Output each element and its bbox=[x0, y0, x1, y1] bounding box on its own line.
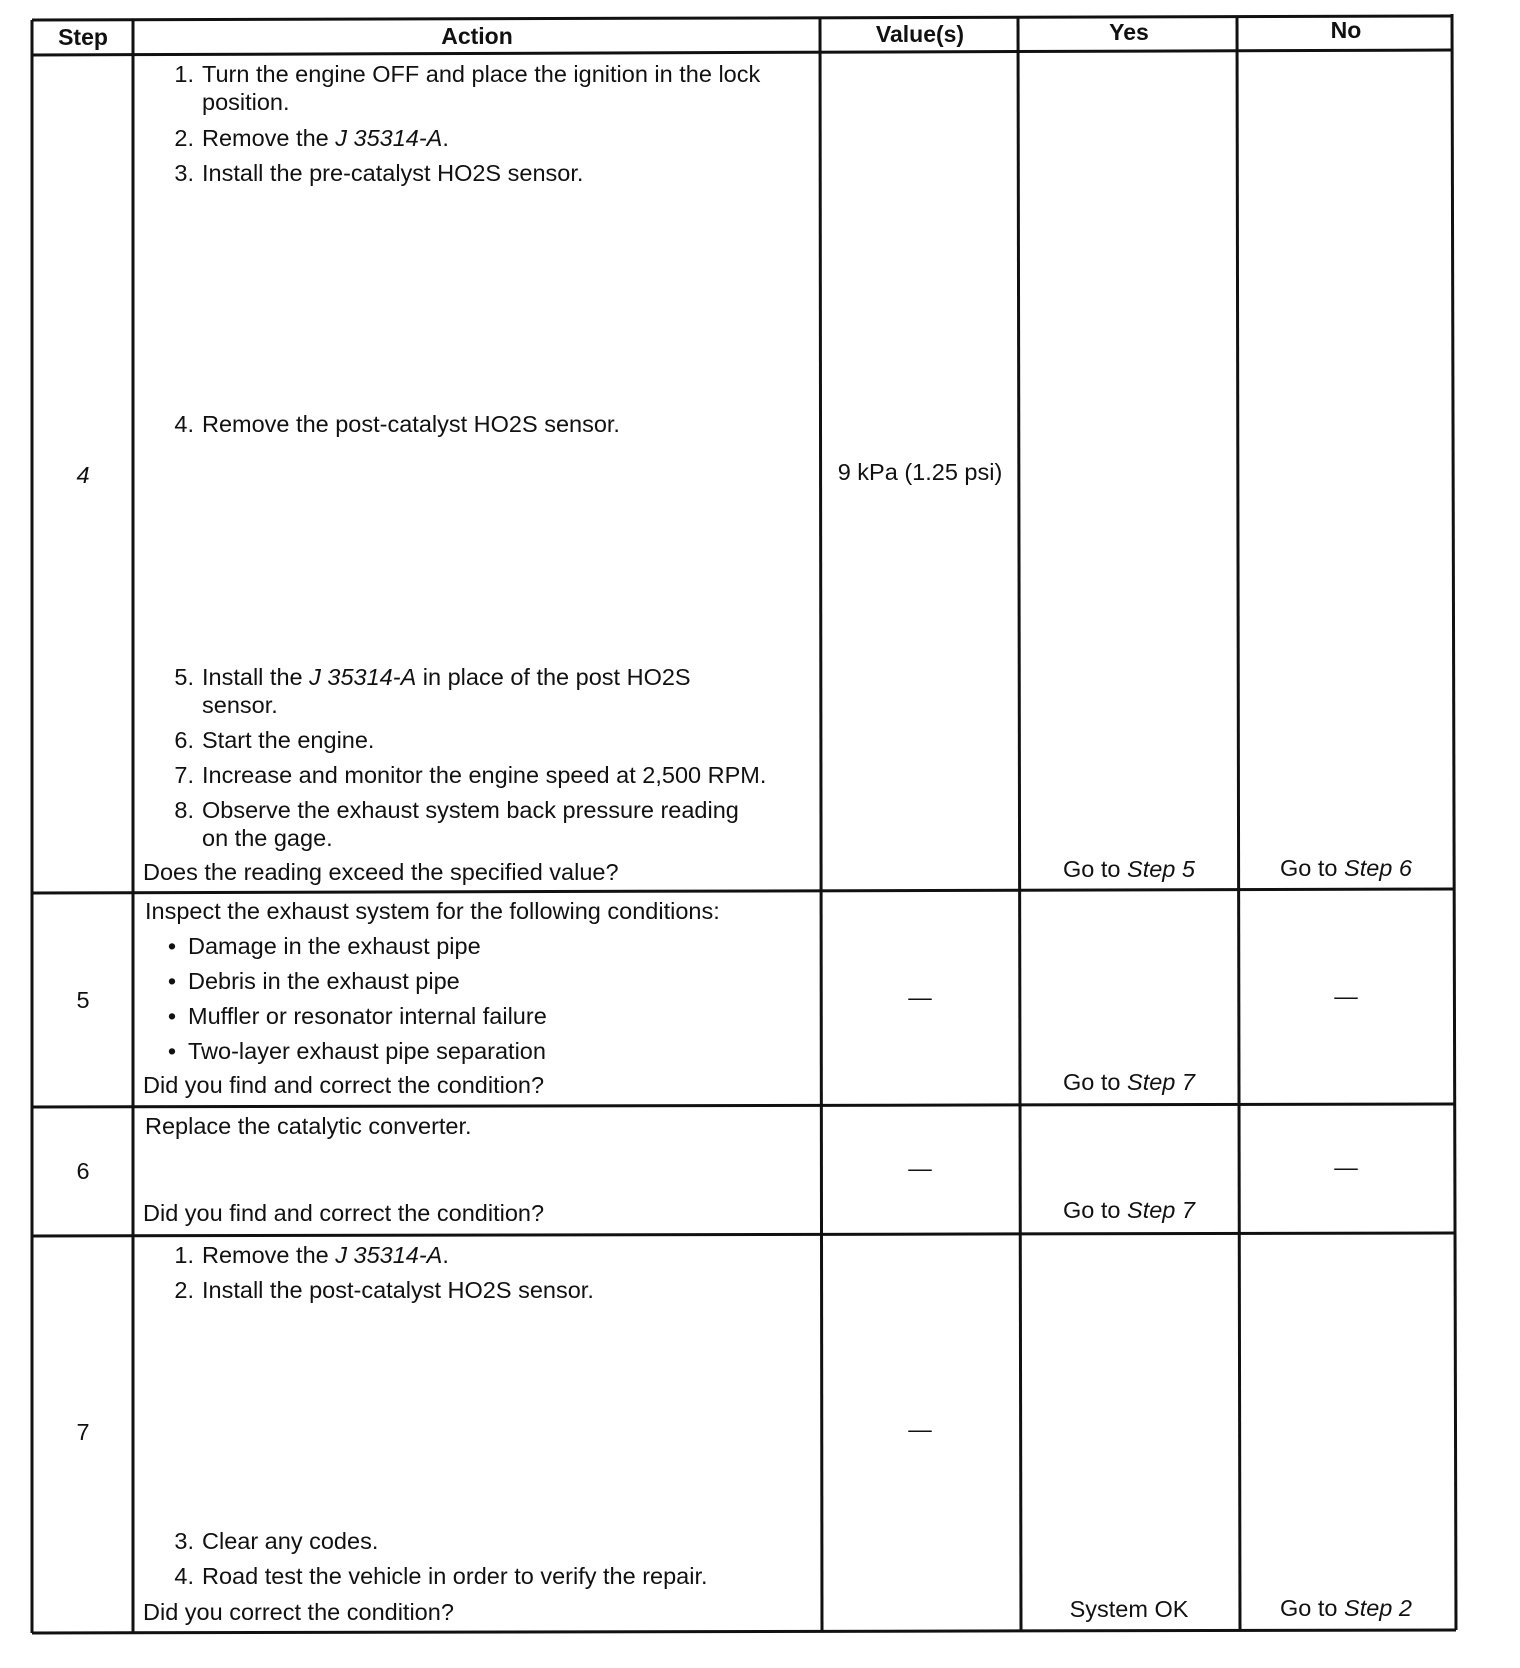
step-number: 5 bbox=[76, 987, 90, 1013]
specified-value: — bbox=[908, 984, 932, 1010]
table-bottom-border bbox=[32, 1630, 1456, 1633]
intro-text: Inspect the exhaust system for the following conditions: bbox=[145, 898, 720, 924]
item-continuation: sensor. bbox=[202, 692, 278, 718]
item-text: Remove the bbox=[202, 1242, 336, 1268]
item-number: 2. bbox=[174, 1277, 194, 1303]
list-item bbox=[160, 796, 739, 852]
item-text: . bbox=[442, 1242, 449, 1268]
col-border-action bbox=[820, 18, 822, 1632]
intro-text: Replace the catalytic converter. bbox=[145, 1113, 472, 1139]
yes-result bbox=[1021, 1068, 1237, 1096]
col-border-yes bbox=[1237, 16, 1240, 1631]
item-text: Remove the bbox=[202, 125, 336, 151]
item-number: 1. bbox=[174, 61, 194, 87]
item-text: Install the bbox=[202, 664, 310, 690]
item-text: Debris in the exhaust pipe bbox=[188, 968, 460, 994]
result-text: Go to bbox=[1280, 1595, 1345, 1621]
question-text: Did you find and correct the condition? bbox=[143, 1200, 545, 1226]
bullet-icon: • bbox=[167, 968, 177, 994]
specified-value: — bbox=[908, 1155, 932, 1181]
tool-reference: J 35314-A bbox=[335, 1242, 443, 1268]
item-text: Observe the exhaust system back pressure reading bbox=[202, 797, 739, 823]
no-result bbox=[1240, 854, 1452, 882]
yes-result: System OK bbox=[1069, 1596, 1189, 1622]
item-number: 3. bbox=[174, 1528, 194, 1554]
list-item bbox=[160, 124, 449, 152]
step-link: Step 7 bbox=[1127, 1197, 1195, 1223]
list-item bbox=[160, 1527, 378, 1555]
list-item bbox=[162, 932, 481, 960]
bullet-icon: • bbox=[167, 933, 177, 959]
header-bottom-border bbox=[32, 50, 1452, 55]
item-number: 6. bbox=[174, 727, 194, 753]
step-link: Step 6 bbox=[1344, 855, 1412, 881]
item-number: 2. bbox=[174, 125, 194, 151]
col-border-right bbox=[1452, 14, 1456, 1630]
list-item bbox=[162, 1037, 546, 1065]
no-result: — bbox=[1334, 983, 1358, 1009]
yes-result bbox=[1021, 855, 1237, 883]
specified-value: 9 kPa (1.25 psi) bbox=[837, 459, 1003, 485]
result-text: Go to bbox=[1063, 1197, 1128, 1223]
step-number: 6 bbox=[76, 1158, 90, 1184]
step-link: Step 5 bbox=[1127, 856, 1195, 882]
question-text: Did you correct the condition? bbox=[143, 1599, 454, 1625]
item-number: 7. bbox=[174, 762, 194, 788]
item-number: 3. bbox=[174, 160, 194, 186]
no-result: — bbox=[1334, 1154, 1358, 1180]
list-item bbox=[162, 967, 460, 995]
list-item bbox=[160, 159, 583, 187]
item-text: Clear any codes. bbox=[202, 1528, 379, 1554]
item-text: Road test the vehicle in order to verify the repair. bbox=[202, 1563, 708, 1589]
list-item bbox=[160, 60, 760, 116]
no-result bbox=[1240, 1594, 1452, 1622]
list-item bbox=[160, 410, 620, 438]
tool-reference: J 35314-A bbox=[335, 125, 443, 151]
bullet-icon: • bbox=[167, 1003, 177, 1029]
item-number: 4. bbox=[174, 411, 194, 437]
step-number: 4 bbox=[76, 462, 90, 488]
item-text: Install the pre-catalyst HO2S sensor. bbox=[202, 160, 584, 186]
header-values: Value(s) bbox=[875, 21, 965, 47]
step-link: Step 7 bbox=[1127, 1069, 1195, 1095]
item-text: in place of the post HO2S bbox=[416, 664, 691, 690]
item-text: Damage in the exhaust pipe bbox=[188, 933, 481, 959]
question-text: Did you find and correct the condition? bbox=[143, 1072, 545, 1098]
item-text: . bbox=[442, 125, 449, 151]
list-item bbox=[160, 726, 374, 754]
item-text: Two-layer exhaust pipe separation bbox=[188, 1038, 546, 1064]
bullet-icon: • bbox=[167, 1038, 177, 1064]
tool-reference: J 35314-A bbox=[309, 664, 417, 690]
item-continuation: position. bbox=[202, 89, 290, 115]
list-item bbox=[160, 663, 691, 719]
step-link: Step 2 bbox=[1344, 1595, 1412, 1621]
result-text: Go to bbox=[1063, 856, 1128, 882]
header-no: No bbox=[1330, 17, 1362, 43]
result-text: Go to bbox=[1280, 855, 1345, 881]
item-text: Start the engine. bbox=[202, 727, 375, 753]
list-item bbox=[160, 1562, 708, 1590]
list-item bbox=[160, 1276, 594, 1304]
item-text: Turn the engine OFF and place the ignition in the lock bbox=[202, 61, 761, 87]
item-continuation: on the gage. bbox=[202, 825, 333, 851]
table-top-border bbox=[32, 16, 1452, 20]
item-number: 8. bbox=[174, 797, 194, 823]
result-text: Go to bbox=[1063, 1069, 1128, 1095]
list-item bbox=[160, 1241, 449, 1269]
header-action: Action bbox=[441, 23, 513, 49]
step-number: 7 bbox=[76, 1419, 90, 1445]
item-number: 5. bbox=[174, 664, 194, 690]
item-text: Remove the post-catalyst HO2S sensor. bbox=[202, 411, 620, 437]
item-number: 1. bbox=[174, 1242, 194, 1268]
col-border-values bbox=[1018, 17, 1021, 1631]
list-item bbox=[162, 1002, 547, 1030]
header-yes: Yes bbox=[1109, 19, 1149, 45]
item-number: 4. bbox=[174, 1563, 194, 1589]
item-text: Increase and monitor the engine speed at 2,500 RPM. bbox=[202, 762, 767, 788]
header-step: Step bbox=[58, 24, 108, 50]
list-item bbox=[160, 761, 766, 789]
yes-result bbox=[1021, 1196, 1237, 1224]
question-text: Does the reading exceed the specified value? bbox=[143, 859, 619, 885]
row-divider-5 bbox=[32, 1104, 1454, 1107]
item-text: Install the post-catalyst HO2S sensor. bbox=[202, 1277, 594, 1303]
item-text: Muffler or resonator internal failure bbox=[188, 1003, 547, 1029]
specified-value: — bbox=[908, 1416, 932, 1442]
